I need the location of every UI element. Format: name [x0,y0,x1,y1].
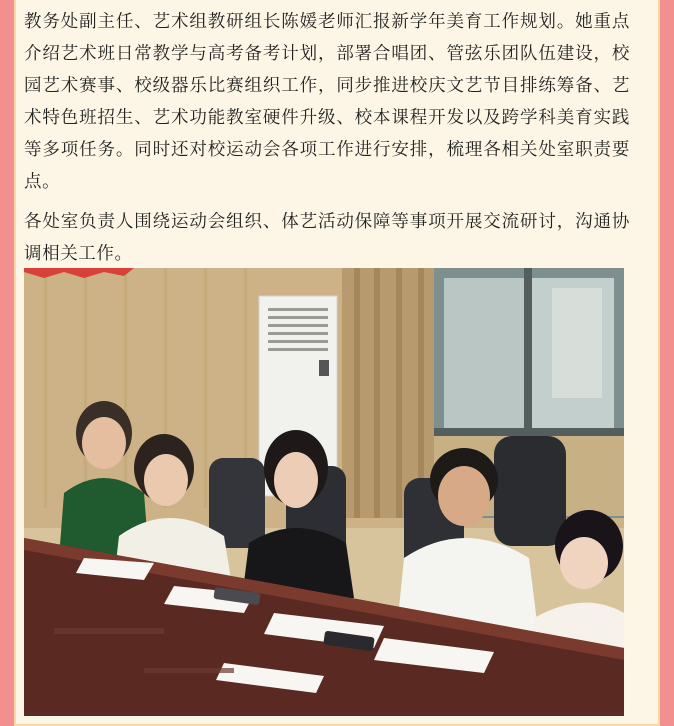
paragraph-work-plan: 教务处副主任、艺术组教研组长陈媛老师汇报新学年美育工作规划。她重点介绍艺术班日常教学与高考备考计划，部署合唱团、管弦乐团队伍建设，校园艺术赛事、校级器乐比赛组织工作，同步推进校庆文艺节目排练筹备、艺术特色班招生、艺术功能教室硬件升级、校本课程开发以及跨学科美育实践等多项任务。同时还对校运动会各项工作进行安排，梳理各相关处室职责要点。 [24,12,630,192]
paragraph-discussion: 各处室负责人围绕运动会组织、体艺活动保障等事项开展交流研讨，沟通协调相关工作。 [24,212,630,264]
article-body [24,0,630,270]
meeting-photo-illustration [24,268,624,716]
meeting-photo [24,268,624,716]
